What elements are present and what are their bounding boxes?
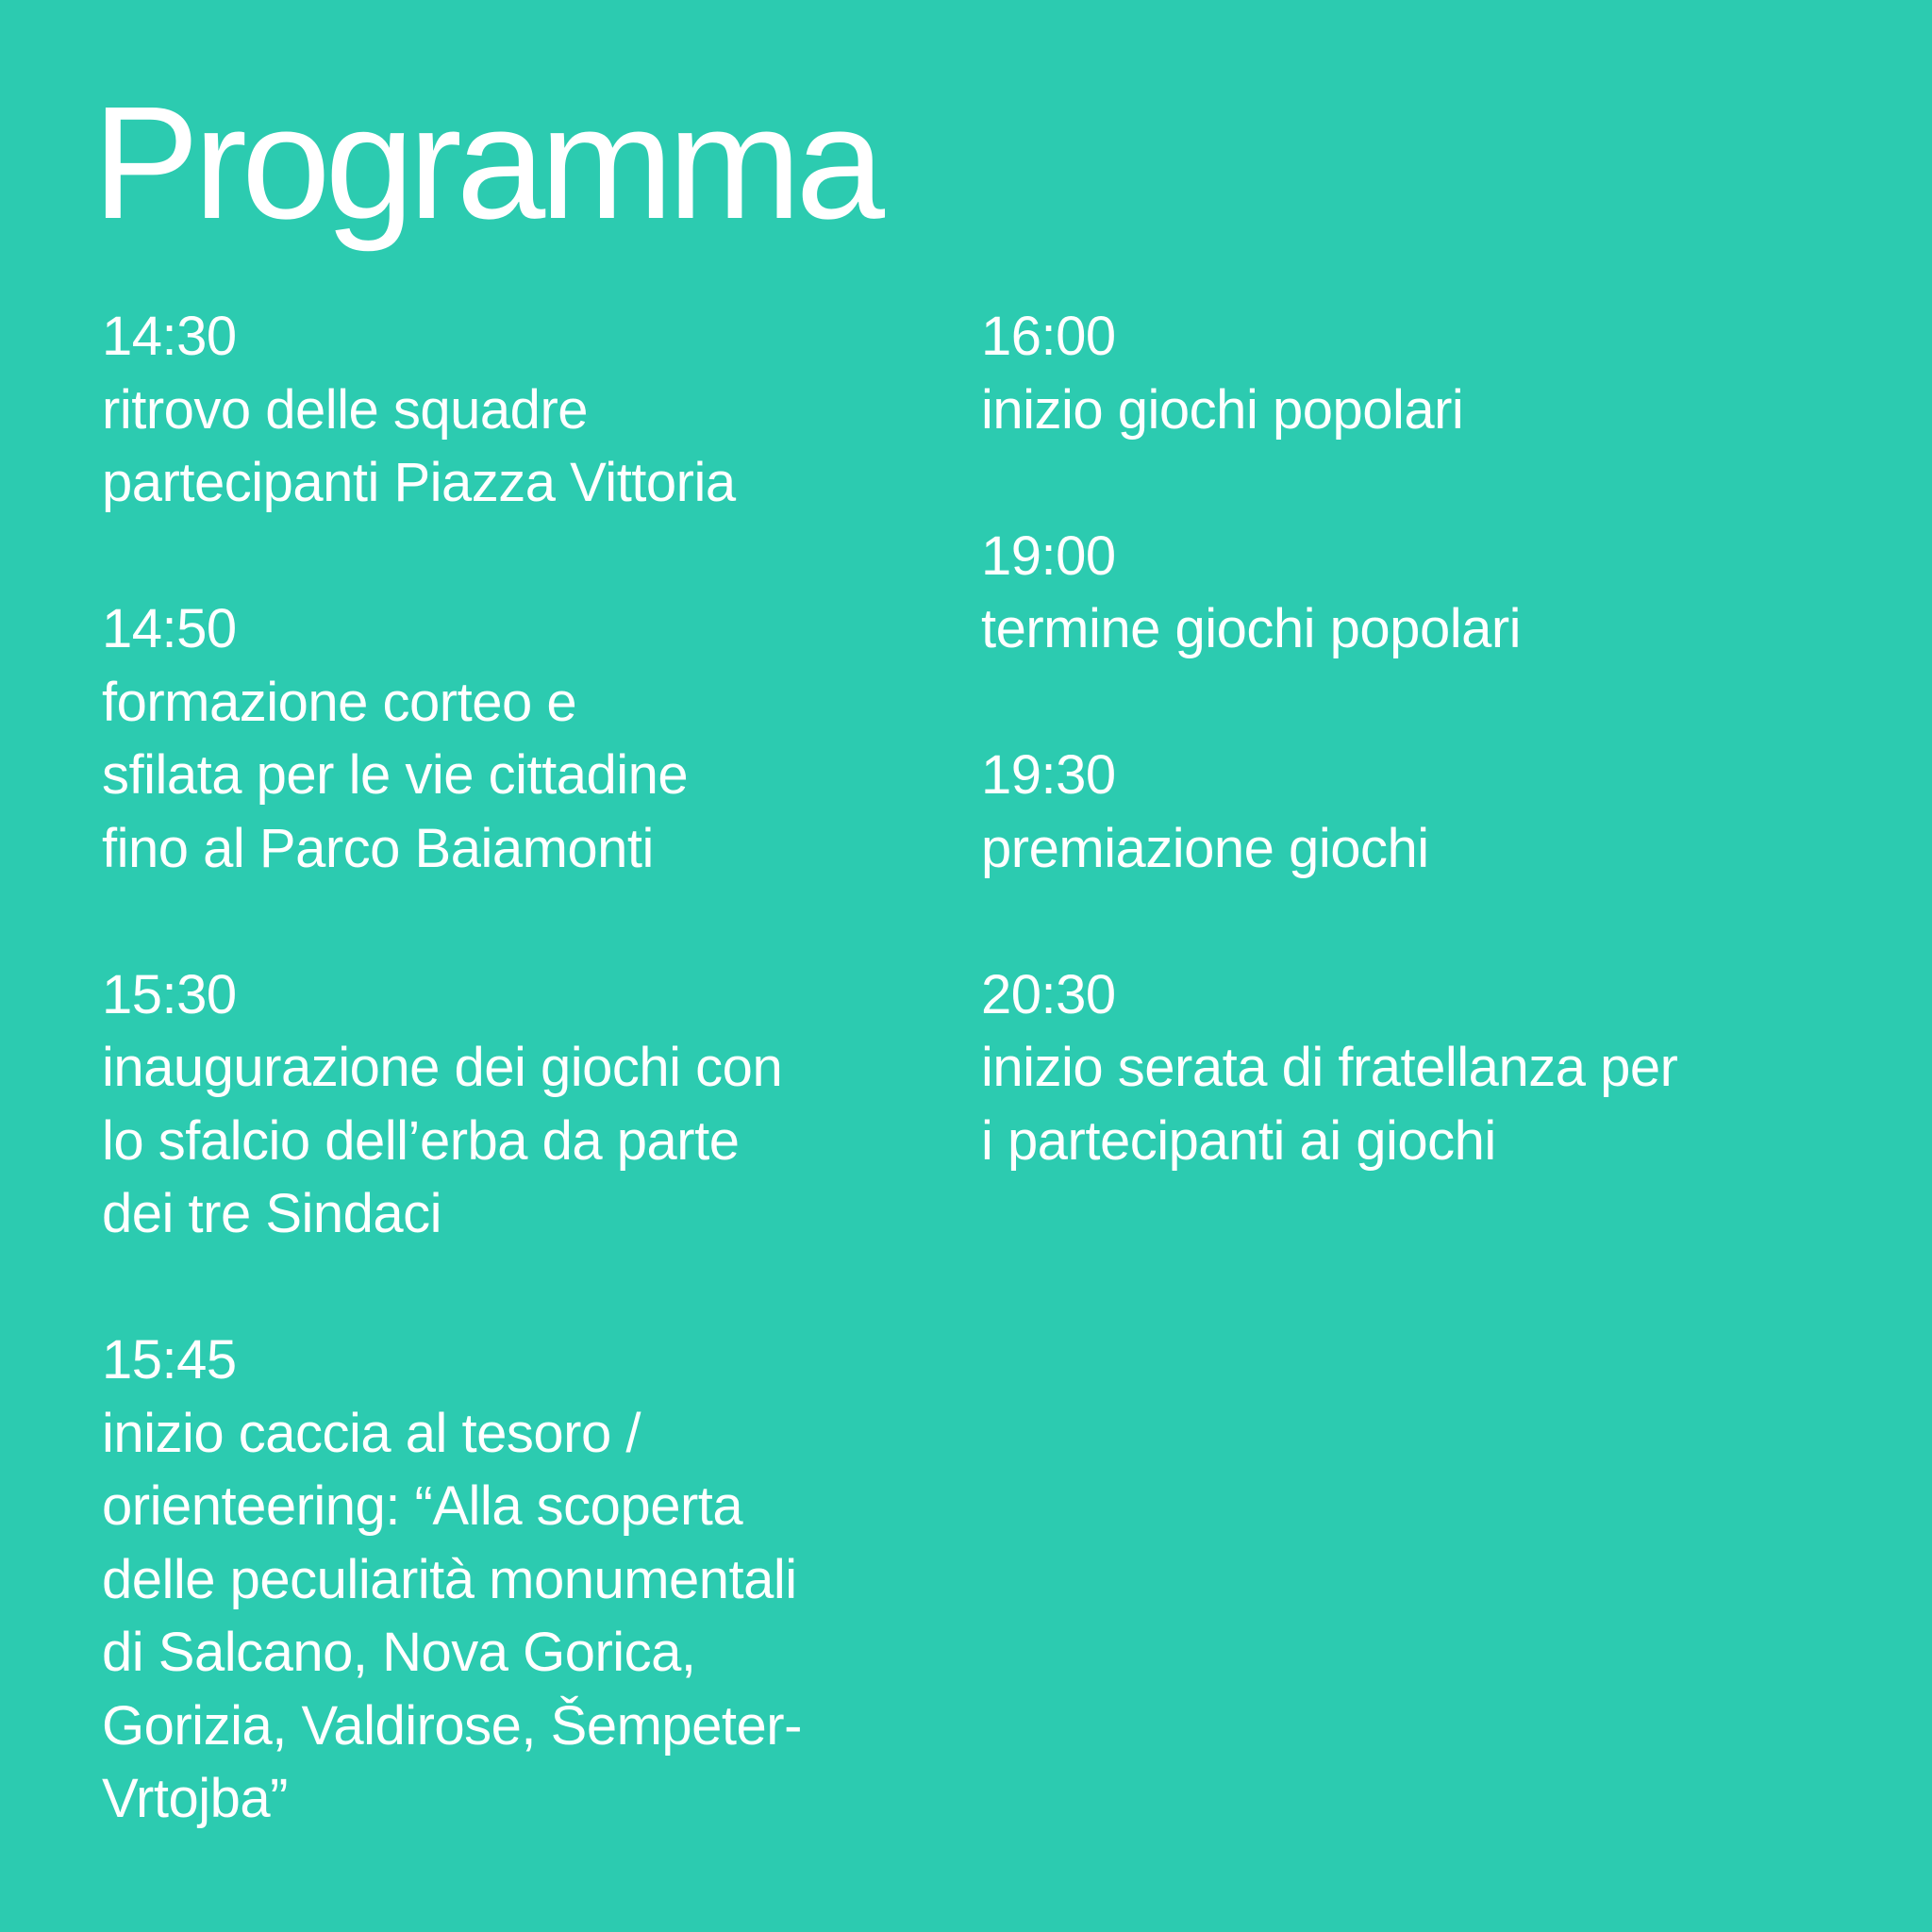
entry-time: 16:00 — [981, 306, 1116, 367]
entry-description-line: partecipanti Piazza Vittoria — [102, 452, 736, 513]
entry-description-line: dei tre Sindaci — [102, 1183, 442, 1244]
entry-time: 19:30 — [981, 744, 1116, 806]
entry-description-line: inaugurazione dei giochi con — [102, 1037, 783, 1098]
entry-time: 14:50 — [102, 598, 237, 659]
entry-description-line: inizio serata di fratellanza per — [981, 1037, 1678, 1098]
entry-description-line: inizio caccia al tesoro / — [102, 1402, 641, 1464]
entry-description-line: premiazione giochi — [981, 817, 1429, 879]
entry-description-line: lo sfalcio dell’erba da parte — [102, 1109, 740, 1172]
schedule-entry — [981, 520, 1906, 666]
entry-description-line: termine giochi popolari — [981, 598, 1522, 659]
entry-time: 15:30 — [102, 963, 237, 1025]
schedule-left-column — [102, 300, 951, 1908]
schedule-entry — [102, 300, 951, 520]
entry-description-line: inizio giochi popolari — [981, 378, 1464, 441]
entry-time: 14:30 — [102, 306, 237, 367]
entry-description-line: i partecipanti ai giochi — [981, 1109, 1496, 1172]
schedule-entry — [981, 958, 1906, 1178]
entry-description-line: sfilata per le vie cittadine — [102, 744, 689, 806]
schedule-entry — [102, 1324, 951, 1836]
schedule-entry — [102, 958, 951, 1251]
entry-description-line: delle peculiarità monumentali — [102, 1548, 797, 1610]
entry-time: 20:30 — [981, 963, 1116, 1025]
page-title: Programma — [92, 74, 880, 253]
entry-description-line: formazione corteo e — [102, 671, 577, 733]
entry-time: 15:45 — [102, 1329, 237, 1391]
entry-time: 19:00 — [981, 525, 1116, 587]
entry-description-line: ritrovo delle squadre — [102, 378, 589, 441]
entry-description-line: di Salcano, Nova Gorica, — [102, 1622, 696, 1683]
entry-description-line: Gorizia, Valdirose, Šempeter- — [102, 1694, 802, 1757]
schedule-right-column — [981, 300, 1906, 1251]
entry-description-line: Vrtojba” — [102, 1768, 288, 1829]
schedule-entry — [981, 300, 1906, 446]
entry-description-line: orienteering: “Alla scoperta — [102, 1475, 743, 1537]
schedule-entry — [102, 592, 951, 885]
entry-description-line: fino al Parco Baiamonti — [102, 817, 654, 879]
schedule-entry — [981, 739, 1906, 885]
